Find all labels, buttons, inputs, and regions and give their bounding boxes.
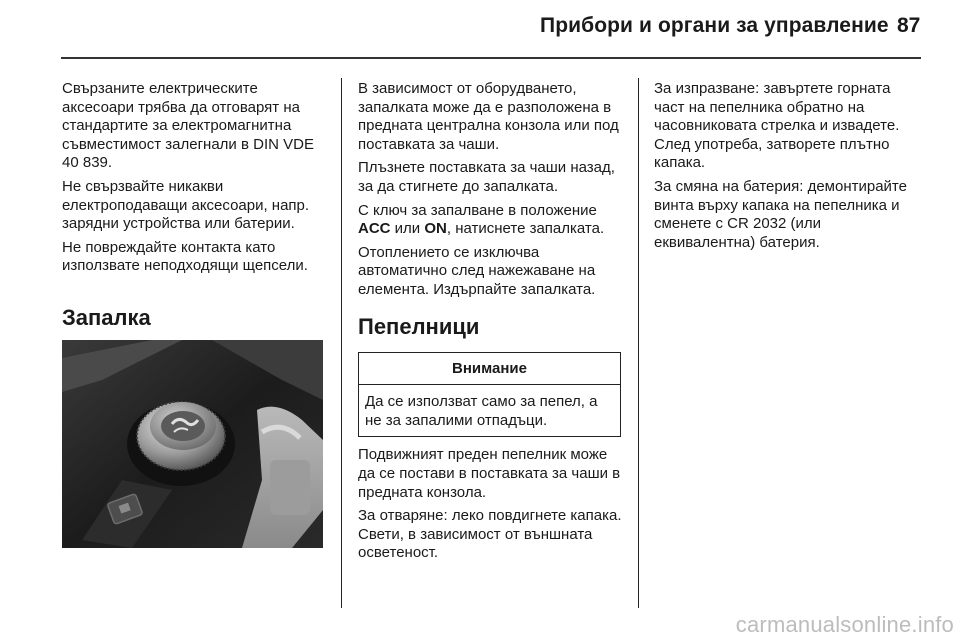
key-position-acc: ACC xyxy=(358,220,391,238)
paragraph: За отваряне: леко повдигнете капака. Свети, в зависимост от външната осветеност. xyxy=(358,507,622,562)
text-span: С ключ за запалване в положение xyxy=(358,201,597,219)
paragraph: Плъзнете поставката за чаши назад, за да стигнете до запалката. xyxy=(358,159,615,195)
page-number: 87 xyxy=(897,14,921,37)
paragraph: В зависимост от оборудването, запалката може да е разположена в предната централна конзола или под поставката за чаши. xyxy=(358,80,619,153)
lighter-photo xyxy=(62,340,323,548)
text-column-2 xyxy=(358,80,626,568)
section-heading-lighter: Запалка xyxy=(62,305,151,330)
paragraph: Не свързвайте никакви електроподаващи аксесоари, напр. зарядни устройства или батерии. xyxy=(62,177,310,233)
column-divider xyxy=(638,78,639,608)
warning-title: Внимание xyxy=(359,353,620,386)
text-span: или xyxy=(390,220,425,238)
text-column-1 xyxy=(62,80,330,281)
header-divider xyxy=(61,57,921,59)
section-heading-ashtrays: Пепелници xyxy=(358,313,480,339)
column-divider xyxy=(341,78,342,608)
text-column-3 xyxy=(654,80,922,257)
paragraph: Свързаните електрическите аксесоари трябва да отговарят на стандартите за електромагнитна съвместимост залегнали в DIN VDE 40 839. xyxy=(62,80,314,172)
warning-box xyxy=(358,352,621,438)
paragraph: За изпразване: завъртете горната част на пепелника обратно на часовниковата стрелка и извадете. След употреба, затворете плътно капака. xyxy=(654,80,900,172)
paragraph: За смяна на батерия: демонтирайте винта върху капака на пепелника и сменете с CR 2032 (или еквивалентна) батерия. xyxy=(654,177,907,251)
key-position-on: ON xyxy=(424,220,447,238)
paragraph xyxy=(358,202,626,239)
watermark: carmanualsonline.info xyxy=(735,612,954,637)
warning-text: Да се използват само за пепел, а не за запалими отпадъци. xyxy=(365,393,598,429)
text-span: , натиснете запалката. xyxy=(446,220,605,238)
paragraph: Подвижният преден пепелник може да се постави в поставката за чаши в предната конзола. xyxy=(358,446,621,501)
paragraph: Отоплението се изключва автоматично след нажежаване на елемента. Издърпайте запалката. xyxy=(358,243,596,298)
page-header-title: Прибори и органи за управление xyxy=(540,14,889,37)
paragraph: Не повреждайте контакта като използвате неподходящи щепсели. xyxy=(62,238,308,275)
